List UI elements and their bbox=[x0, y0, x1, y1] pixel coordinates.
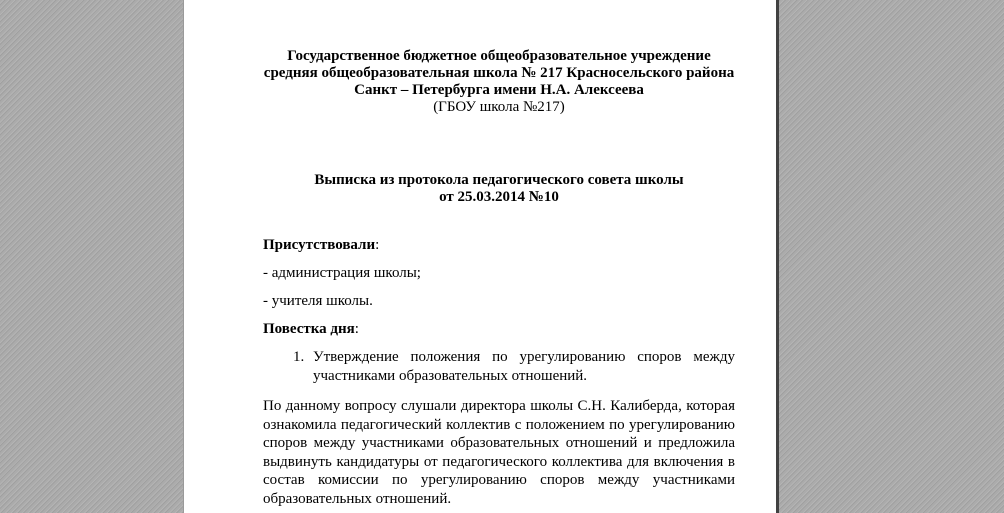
org-header-line-1: Государственное бюджетное общеобразовательное учреждение bbox=[287, 48, 711, 64]
attendee-item-administration: - администрация школы; bbox=[263, 265, 421, 281]
body-paragraph: По данному вопросу слушали директора школы С.Н. Калиберда, которая ознакомила педагогический коллектив с положением по урегулированию споров между участниками образовательных отношений и предложила выдвинуть кандидатуры от педагогического коллектива для включения в состав комиссии по урегулированию споров между участниками образовательных отношений. bbox=[263, 398, 735, 507]
document-title bbox=[263, 172, 735, 206]
org-header-line-3: Санкт – Петербурга имени Н.А. Алексеева bbox=[354, 82, 644, 98]
org-header-abbreviation: (ГБОУ школа №217) bbox=[433, 99, 565, 115]
agenda-item-text: Утверждение положения по урегулированию споров между участниками образовательных отношений. bbox=[313, 349, 735, 384]
attendee-item-teachers: - учителя школы. bbox=[263, 293, 373, 309]
document-page bbox=[183, 0, 779, 513]
document-title-date: от 25.03.2014 №10 bbox=[439, 189, 559, 205]
org-header-line-2: средняя общеобразовательная школа № 217 Красносельского района bbox=[263, 65, 735, 81]
agenda-colon: : bbox=[354, 321, 359, 337]
attendees-colon: : bbox=[375, 237, 380, 253]
agenda-label: Повестка дня bbox=[263, 321, 355, 337]
organization-header bbox=[263, 48, 735, 116]
agenda-heading bbox=[263, 320, 735, 339]
attendees-label: Присутствовали bbox=[263, 237, 376, 253]
agenda-item-number: 1. bbox=[293, 349, 305, 365]
document-title-line: Выписка из протокола педагогического совета школы bbox=[314, 172, 684, 188]
agenda-list-item-1 bbox=[293, 348, 735, 385]
attendees-heading bbox=[263, 236, 735, 255]
